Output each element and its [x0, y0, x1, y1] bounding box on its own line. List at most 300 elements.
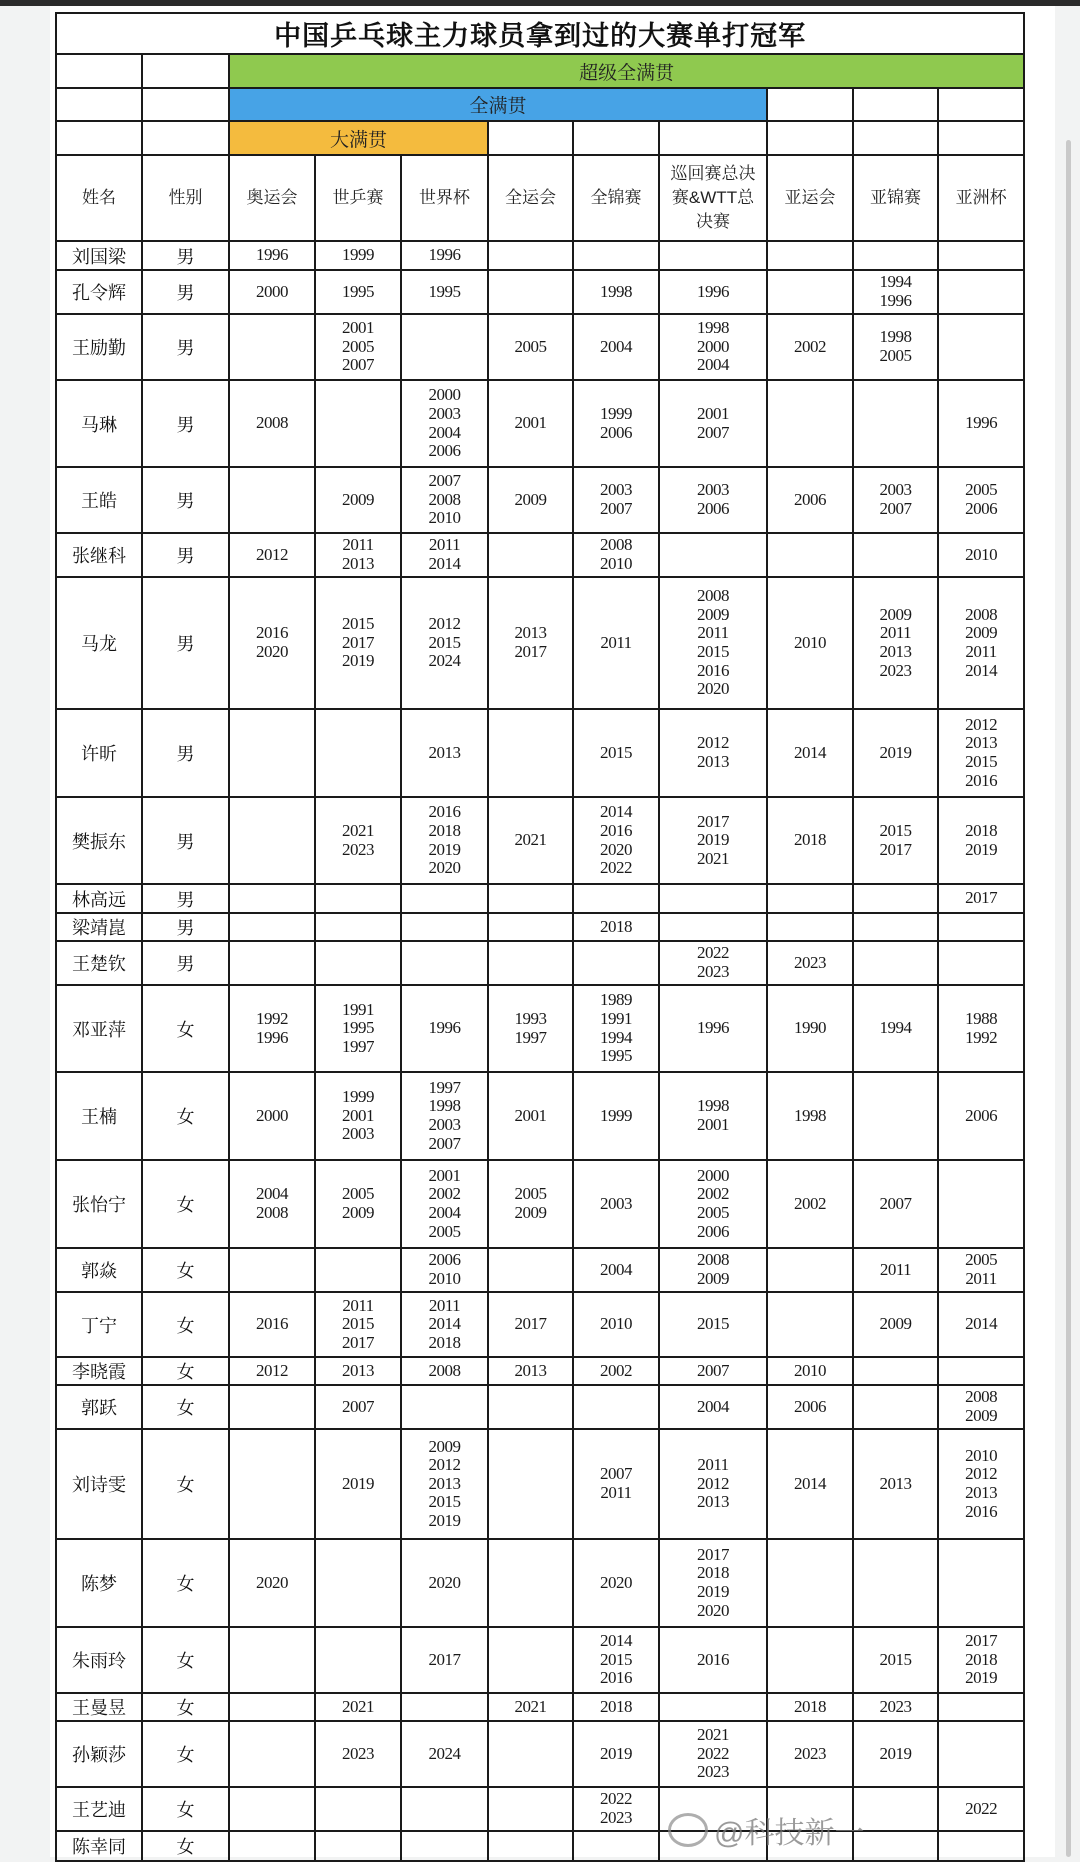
title-years-cell: 2011 2014 2018	[401, 1292, 488, 1357]
title-years-cell: 2017 2018 2019 2020	[659, 1539, 767, 1627]
table-row	[56, 270, 1024, 314]
title-years-cell: 2008	[229, 380, 315, 467]
table-row	[56, 1248, 1024, 1292]
player-gender: 男	[142, 577, 229, 709]
player-name: 王皓	[56, 467, 142, 533]
title-years-cell: 2022	[938, 1787, 1024, 1831]
weibo-logo-icon	[668, 1813, 708, 1847]
title-years-cell: 2015	[659, 1292, 767, 1357]
player-gender: 男	[142, 241, 229, 270]
title-years-cell: 2005 2009	[315, 1160, 401, 1248]
title-years-cell: 1994 1996	[853, 270, 938, 314]
title-years-cell: 2016	[659, 1627, 767, 1693]
title-years-cell: 2009	[488, 467, 573, 533]
title-years-cell: 1990	[767, 985, 853, 1072]
player-gender: 男	[142, 913, 229, 941]
title-years-cell: 2002	[573, 1357, 659, 1385]
title-years-cell: 2001	[488, 380, 573, 467]
title-years-cell: 2009 2011 2013 2023	[853, 577, 938, 709]
table-row	[56, 797, 1024, 884]
title-years-cell: 2008 2009 2011 2015 2016 2020	[659, 577, 767, 709]
title-years-cell: 2022 2023	[573, 1787, 659, 1831]
player-name: 王曼昱	[56, 1693, 142, 1721]
title-years-cell	[767, 1248, 853, 1292]
player-name: 丁宁	[56, 1292, 142, 1357]
player-name: 张继科	[56, 533, 142, 577]
title-years-cell: 2011 2012 2013	[659, 1429, 767, 1539]
title-years-cell: 2017 2019 2021	[659, 797, 767, 884]
title-years-cell	[767, 241, 853, 270]
table-row	[56, 533, 1024, 577]
title-years-cell: 2007 2008 2010	[401, 467, 488, 533]
title-years-cell	[938, 1357, 1024, 1385]
title-years-cell	[938, 270, 1024, 314]
title-years-cell	[853, 941, 938, 985]
title-years-cell: 2005 2011	[938, 1248, 1024, 1292]
table-row	[56, 1357, 1024, 1385]
player-gender: 女	[142, 1693, 229, 1721]
empty-cell	[767, 121, 853, 155]
player-gender: 男	[142, 941, 229, 985]
player-gender: 女	[142, 1357, 229, 1385]
table-row	[56, 941, 1024, 985]
title-years-cell: 2006	[767, 467, 853, 533]
table-row	[56, 709, 1024, 797]
title-years-cell: 2019	[315, 1429, 401, 1539]
title-years-cell	[767, 270, 853, 314]
title-years-cell: 2001	[488, 1072, 573, 1160]
title-years-cell	[315, 380, 401, 467]
table-row	[56, 241, 1024, 270]
player-name: 马龙	[56, 577, 142, 709]
column-header: 奥运会	[229, 155, 315, 241]
title-years-cell: 2021	[488, 797, 573, 884]
title-years-cell	[573, 941, 659, 985]
player-name: 王楠	[56, 1072, 142, 1160]
column-header: 亚洲杯	[938, 155, 1024, 241]
title-years-cell: 1996	[659, 270, 767, 314]
title-years-cell	[488, 270, 573, 314]
title-years-cell	[315, 709, 401, 797]
title-years-cell: 2002	[767, 1160, 853, 1248]
title-years-cell: 2021 2022 2023	[659, 1721, 767, 1787]
table-row	[56, 1627, 1024, 1693]
title-years-cell: 1996	[401, 985, 488, 1072]
title-years-cell	[659, 241, 767, 270]
title-years-cell	[315, 913, 401, 941]
player-name: 朱雨玲	[56, 1627, 142, 1693]
table-row	[56, 884, 1024, 913]
title-years-cell: 2023	[853, 1693, 938, 1721]
title-years-cell	[488, 941, 573, 985]
table-row	[56, 913, 1024, 941]
title-years-cell	[401, 913, 488, 941]
title-years-cell	[659, 533, 767, 577]
title-years-cell: 1998	[573, 270, 659, 314]
player-name: 林高远	[56, 884, 142, 913]
title-years-cell: 2011	[853, 1248, 938, 1292]
column-header: 性别	[142, 155, 229, 241]
title-years-cell	[401, 884, 488, 913]
title-years-cell: 2017	[401, 1627, 488, 1693]
title-years-cell: 2010	[767, 577, 853, 709]
empty-cell	[142, 121, 229, 155]
player-gender: 男	[142, 797, 229, 884]
title-years-cell: 2023	[315, 1721, 401, 1787]
title-years-cell: 2003 2007	[853, 467, 938, 533]
title-years-cell: 1999 2001 2003	[315, 1072, 401, 1160]
title-years-cell: 2009	[853, 1292, 938, 1357]
player-gender: 女	[142, 1787, 229, 1831]
title-years-cell: 2010 2012 2013 2016	[938, 1429, 1024, 1539]
title-years-cell: 2006	[938, 1072, 1024, 1160]
title-years-cell	[659, 913, 767, 941]
title-years-cell	[488, 1787, 573, 1831]
title-years-cell: 2005 2006	[938, 467, 1024, 533]
title-years-cell	[853, 241, 938, 270]
title-years-cell	[401, 1693, 488, 1721]
title-years-cell: 2010	[767, 1357, 853, 1385]
title-years-cell	[229, 1721, 315, 1787]
empty-cell	[56, 54, 142, 88]
title-years-cell: 1996	[659, 985, 767, 1072]
title-years-cell	[853, 533, 938, 577]
column-header-row	[56, 155, 1024, 241]
title-years-cell: 1998 2001	[659, 1072, 767, 1160]
player-name: 王励勤	[56, 314, 142, 380]
title-years-cell: 2004	[573, 314, 659, 380]
title-years-cell	[488, 913, 573, 941]
title-years-cell: 2020	[229, 1539, 315, 1627]
title-years-cell	[229, 884, 315, 913]
title-years-cell: 2013	[853, 1429, 938, 1539]
title-years-cell: 2011 2015 2017	[315, 1292, 401, 1357]
empty-cell	[488, 121, 573, 155]
title-years-cell	[767, 533, 853, 577]
title-years-cell	[488, 1429, 573, 1539]
title-years-cell	[853, 380, 938, 467]
title-years-cell: 2007	[853, 1160, 938, 1248]
title-years-cell	[315, 1539, 401, 1627]
column-header: 世界杯	[401, 155, 488, 241]
title-years-cell	[659, 1693, 767, 1721]
title-years-cell	[315, 941, 401, 985]
title-years-cell	[938, 1721, 1024, 1787]
title-years-cell: 2010	[573, 1292, 659, 1357]
player-name: 张怡宁	[56, 1160, 142, 1248]
title-years-cell: 2012	[229, 533, 315, 577]
title-years-cell: 2023	[767, 941, 853, 985]
player-gender: 男	[142, 533, 229, 577]
title-years-cell: 2014	[767, 1429, 853, 1539]
title-years-cell: 2003 2007	[573, 467, 659, 533]
player-gender: 男	[142, 380, 229, 467]
title-years-cell: 2017 2018 2019	[938, 1627, 1024, 1693]
title-years-cell	[488, 1539, 573, 1627]
title-years-cell: 1999	[315, 241, 401, 270]
table-row	[56, 1385, 1024, 1429]
player-gender: 男	[142, 709, 229, 797]
empty-cell	[56, 121, 142, 155]
title-years-cell: 2016 2020	[229, 577, 315, 709]
title-years-cell: 2021	[315, 1693, 401, 1721]
player-name: 梁靖崑	[56, 913, 142, 941]
title-years-cell: 2012	[229, 1357, 315, 1385]
table-row	[56, 1721, 1024, 1787]
title-years-cell	[401, 1385, 488, 1429]
title-years-cell: 2011 2013	[315, 533, 401, 577]
player-gender: 女	[142, 1429, 229, 1539]
title-years-cell	[229, 797, 315, 884]
title-years-cell: 2021	[488, 1693, 573, 1721]
column-header: 巡回赛总决 赛&WTT总 决赛	[659, 155, 767, 241]
table-row	[56, 1072, 1024, 1160]
column-header: 世乒赛	[315, 155, 401, 241]
title-years-cell: 2014	[938, 1292, 1024, 1357]
title-years-cell: 1998	[767, 1072, 853, 1160]
title-years-cell: 2022 2023	[659, 941, 767, 985]
title-years-cell: 2013	[401, 709, 488, 797]
player-gender: 女	[142, 985, 229, 1072]
title-years-cell	[229, 1248, 315, 1292]
title-years-cell: 2014	[767, 709, 853, 797]
title-years-cell: 2008 2010	[573, 533, 659, 577]
title-years-cell: 2003	[573, 1160, 659, 1248]
title-years-cell: 1992 1996	[229, 985, 315, 1072]
player-gender: 女	[142, 1248, 229, 1292]
title-years-cell	[938, 314, 1024, 380]
title-years-cell	[315, 1248, 401, 1292]
title-years-cell: 2018	[573, 1693, 659, 1721]
title-years-cell	[315, 1627, 401, 1693]
title-years-cell: 1993 1997	[488, 985, 573, 1072]
title-years-cell	[853, 1072, 938, 1160]
player-gender: 男	[142, 467, 229, 533]
title-years-cell	[938, 913, 1024, 941]
title-years-cell	[573, 884, 659, 913]
empty-cell	[142, 54, 229, 88]
title-years-cell: 2018	[767, 797, 853, 884]
title-years-cell	[488, 1721, 573, 1787]
title-years-cell: 2007 2011	[573, 1429, 659, 1539]
title-years-cell	[659, 884, 767, 913]
table-row	[56, 380, 1024, 467]
empty-cell	[767, 88, 853, 121]
title-years-cell: 2018	[767, 1693, 853, 1721]
table-row	[56, 314, 1024, 380]
empty-cell	[938, 121, 1024, 155]
title-years-cell: 2000 2002 2005 2006	[659, 1160, 767, 1248]
title-years-cell: 2001 2007	[659, 380, 767, 467]
title-years-cell	[767, 1627, 853, 1693]
title-years-cell	[229, 1429, 315, 1539]
player-gender: 女	[142, 1292, 229, 1357]
title-years-cell: 2019	[573, 1721, 659, 1787]
title-years-cell: 2014 2016 2020 2022	[573, 797, 659, 884]
title-years-cell	[488, 241, 573, 270]
title-years-cell	[573, 241, 659, 270]
title-years-cell	[229, 709, 315, 797]
table-row	[56, 577, 1024, 709]
player-gender: 女	[142, 1160, 229, 1248]
title-years-cell: 2011	[573, 577, 659, 709]
title-years-cell: 2009 2012 2013 2015 2019	[401, 1429, 488, 1539]
player-gender: 男	[142, 314, 229, 380]
title-years-cell: 2012 2013 2015 2016	[938, 709, 1024, 797]
title-years-cell: 2015	[853, 1627, 938, 1693]
column-header: 亚锦赛	[853, 155, 938, 241]
title-years-cell	[853, 913, 938, 941]
empty-cell	[659, 121, 767, 155]
player-name: 郭焱	[56, 1248, 142, 1292]
title-years-cell	[853, 1385, 938, 1429]
title-years-cell: 2015	[573, 709, 659, 797]
player-gender: 男	[142, 270, 229, 314]
title-years-cell	[853, 1539, 938, 1627]
player-name: 刘诗雯	[56, 1429, 142, 1539]
empty-cell	[573, 121, 659, 155]
title-years-cell: 1988 1992	[938, 985, 1024, 1072]
title-years-cell: 2009	[315, 467, 401, 533]
title-years-cell	[938, 1539, 1024, 1627]
title-years-cell: 2015 2017 2019	[315, 577, 401, 709]
column-header: 全运会	[488, 155, 573, 241]
weibo-watermark	[668, 1808, 864, 1852]
title-years-cell	[229, 467, 315, 533]
title-years-cell: 2004 2008	[229, 1160, 315, 1248]
title-years-cell: 2013	[315, 1357, 401, 1385]
title-years-cell: 1995	[401, 270, 488, 314]
title-years-cell: 2023	[767, 1721, 853, 1787]
table-title: 中国乒乓球主力球员拿到过的大赛单打冠军	[56, 13, 1024, 54]
player-gender: 女	[142, 1539, 229, 1627]
title-years-cell: 2000	[229, 270, 315, 314]
player-gender: 男	[142, 884, 229, 913]
title-years-cell: 1997 1998 2003 2007	[401, 1072, 488, 1160]
title-years-cell	[767, 380, 853, 467]
player-name: 邓亚萍	[56, 985, 142, 1072]
title-years-cell	[229, 913, 315, 941]
title-years-cell: 1999	[573, 1072, 659, 1160]
title-years-cell	[488, 1627, 573, 1693]
title-years-cell: 2008 2009 2011 2014	[938, 577, 1024, 709]
title-years-cell: 2002	[767, 314, 853, 380]
player-name: 郭跃	[56, 1385, 142, 1429]
title-years-cell: 2015 2017	[853, 797, 938, 884]
title-years-cell	[488, 884, 573, 913]
column-header: 亚运会	[767, 155, 853, 241]
title-years-cell	[488, 1248, 573, 1292]
title-years-cell: 2007	[659, 1357, 767, 1385]
title-years-cell: 2018 2019	[938, 797, 1024, 884]
player-name: 樊振东	[56, 797, 142, 884]
title-years-cell: 1996	[229, 241, 315, 270]
title-years-cell	[401, 314, 488, 380]
title-years-cell	[767, 1292, 853, 1357]
title-years-cell: 1998 2000 2004	[659, 314, 767, 380]
title-years-cell	[938, 941, 1024, 985]
column-header: 全锦赛	[573, 155, 659, 241]
title-years-cell	[488, 533, 573, 577]
title-years-cell: 2011 2014	[401, 533, 488, 577]
title-years-cell: 2010	[938, 533, 1024, 577]
title-years-cell	[315, 1787, 401, 1831]
title-years-cell: 2020	[401, 1539, 488, 1627]
title-years-cell	[767, 1539, 853, 1627]
title-years-cell: 2008 2009	[938, 1385, 1024, 1429]
title-years-cell	[938, 1160, 1024, 1248]
title-years-cell: 2006	[767, 1385, 853, 1429]
scrollbar[interactable]	[1066, 140, 1071, 1857]
table-row	[56, 1539, 1024, 1627]
title-years-cell: 2005	[488, 314, 573, 380]
player-name: 马琳	[56, 380, 142, 467]
title-years-cell	[938, 1693, 1024, 1721]
empty-cell	[853, 88, 938, 121]
player-name: 许昕	[56, 709, 142, 797]
title-years-cell: 1991 1995 1997	[315, 985, 401, 1072]
player-gender: 女	[142, 1721, 229, 1787]
title-years-cell: 1989 1991 1994 1995	[573, 985, 659, 1072]
title-years-cell: 2000	[229, 1072, 315, 1160]
player-gender: 女	[142, 1831, 229, 1861]
title-years-cell: 1996	[938, 380, 1024, 467]
title-years-cell: 2006 2010	[401, 1248, 488, 1292]
title-years-cell: 2017	[488, 1292, 573, 1357]
title-years-cell: 2020	[573, 1539, 659, 1627]
title-years-cell: 2017	[938, 884, 1024, 913]
title-years-cell: 2013 2017	[488, 577, 573, 709]
title-years-cell: 2024	[401, 1721, 488, 1787]
empty-cell	[853, 121, 938, 155]
title-years-cell: 2004	[573, 1248, 659, 1292]
title-years-cell: 1996	[401, 241, 488, 270]
title-years-cell	[573, 1385, 659, 1429]
title-years-cell	[488, 709, 573, 797]
title-years-cell: 2001 2002 2004 2005	[401, 1160, 488, 1248]
title-years-cell	[401, 1787, 488, 1831]
title-years-cell: 2005 2009	[488, 1160, 573, 1248]
title-years-cell	[229, 1385, 315, 1429]
player-name: 刘国梁	[56, 241, 142, 270]
title-years-cell: 1995	[315, 270, 401, 314]
title-years-cell: 2014 2015 2016	[573, 1627, 659, 1693]
table-row	[56, 467, 1024, 533]
player-name: 王楚钦	[56, 941, 142, 985]
title-years-cell	[401, 941, 488, 985]
table-row	[56, 1292, 1024, 1357]
title-years-cell	[938, 241, 1024, 270]
band-full-grand-slam: 全满贯	[229, 88, 767, 121]
table-row	[56, 1787, 1024, 1831]
table-row	[56, 1160, 1024, 1248]
title-years-cell: 2016	[229, 1292, 315, 1357]
title-years-cell: 1998 2005	[853, 314, 938, 380]
player-gender: 女	[142, 1072, 229, 1160]
title-years-cell	[229, 314, 315, 380]
title-years-cell: 2012 2013	[659, 709, 767, 797]
title-years-cell: 1994	[853, 985, 938, 1072]
player-name: 陈梦	[56, 1539, 142, 1627]
title-years-cell	[853, 1787, 938, 1831]
title-years-cell	[229, 1627, 315, 1693]
title-years-cell	[315, 884, 401, 913]
player-name: 孔令辉	[56, 270, 142, 314]
band-super-grand-slam: 超级全满贯	[229, 54, 1024, 88]
player-name: 陈幸同	[56, 1831, 142, 1861]
title-years-cell: 2013	[488, 1357, 573, 1385]
empty-cell	[938, 88, 1024, 121]
